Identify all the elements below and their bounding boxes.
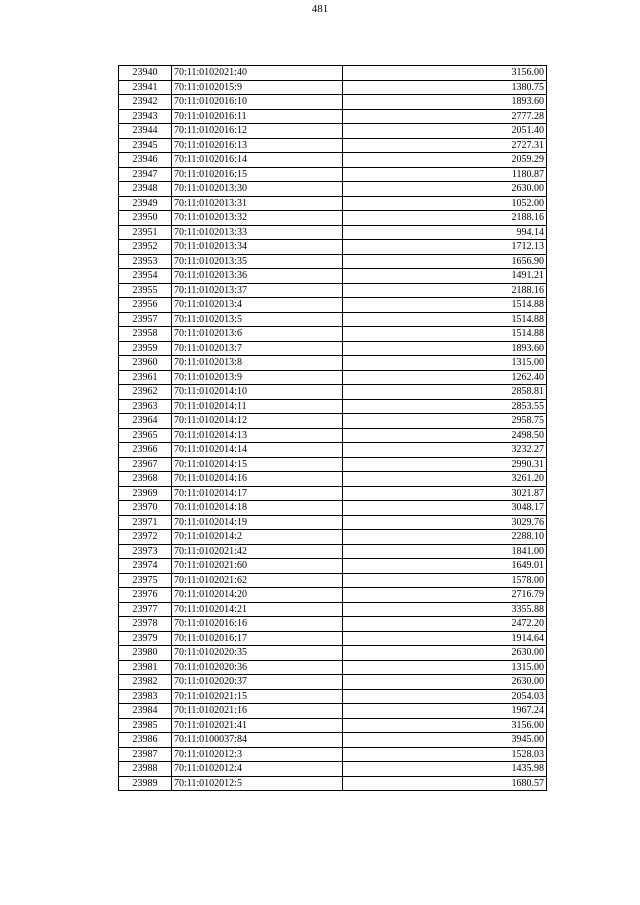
cadastral-number-cell: 70:11:0102020:37 (172, 675, 343, 690)
value-cell: 2188.16 (343, 211, 547, 226)
cadastral-number-cell: 70:11:0102013:31 (172, 196, 343, 211)
row-number-cell: 23948 (119, 182, 172, 197)
value-cell: 2858.81 (343, 385, 547, 400)
cadastral-number-cell: 70:11:0102014:15 (172, 457, 343, 472)
row-number-cell: 23982 (119, 675, 172, 690)
cadastral-number-cell: 70:11:0102013:33 (172, 225, 343, 240)
row-number-cell: 23985 (119, 718, 172, 733)
value-cell: 1841.00 (343, 544, 547, 559)
cadastral-number-cell: 70:11:0102014:14 (172, 443, 343, 458)
row-number-cell: 23951 (119, 225, 172, 240)
cadastral-number-cell: 70:11:0102020:35 (172, 646, 343, 661)
value-cell: 2498.50 (343, 428, 547, 443)
cadastral-number-cell: 70:11:0102014:12 (172, 414, 343, 429)
value-cell: 2630.00 (343, 646, 547, 661)
cadastral-number-cell: 70:11:0102013:6 (172, 327, 343, 342)
row-number-cell: 23956 (119, 298, 172, 313)
cadastral-number-cell: 70:11:0102013:32 (172, 211, 343, 226)
table-row (119, 428, 547, 443)
row-number-cell: 23962 (119, 385, 172, 400)
row-number-cell: 23967 (119, 457, 172, 472)
value-cell: 1180.87 (343, 167, 547, 182)
cadastral-number-cell: 70:11:0102014:17 (172, 486, 343, 501)
row-number-cell: 23946 (119, 153, 172, 168)
cadastral-number-cell: 70:11:0102013:4 (172, 298, 343, 313)
row-number-cell: 23966 (119, 443, 172, 458)
row-number-cell: 23976 (119, 588, 172, 603)
table-row (119, 283, 547, 298)
row-number-cell: 23963 (119, 399, 172, 414)
cadastral-number-cell: 70:11:0102021:15 (172, 689, 343, 704)
row-number-cell: 23945 (119, 138, 172, 153)
row-number-cell: 23970 (119, 501, 172, 516)
row-number-cell: 23965 (119, 428, 172, 443)
cadastral-number-cell: 70:11:0102013:5 (172, 312, 343, 327)
value-cell: 1514.88 (343, 298, 547, 313)
value-cell: 1315.00 (343, 356, 547, 371)
row-number-cell: 23984 (119, 704, 172, 719)
cadastral-number-cell: 70:11:0102020:36 (172, 660, 343, 675)
cadastral-number-cell: 70:11:0102014:2 (172, 530, 343, 545)
cadastral-number-cell: 70:11:0102016:15 (172, 167, 343, 182)
row-number-cell: 23959 (119, 341, 172, 356)
row-number-cell: 23957 (119, 312, 172, 327)
value-cell: 1680.57 (343, 776, 547, 791)
value-cell: 2630.00 (343, 675, 547, 690)
value-cell: 1514.88 (343, 327, 547, 342)
row-number-cell: 23954 (119, 269, 172, 284)
cadastral-number-cell: 70:11:0102014:13 (172, 428, 343, 443)
table-row (119, 211, 547, 226)
row-number-cell: 23975 (119, 573, 172, 588)
value-cell: 1262.40 (343, 370, 547, 385)
table-row (119, 559, 547, 574)
value-cell: 1514.88 (343, 312, 547, 327)
cadastral-number-cell: 70:11:0102012:4 (172, 762, 343, 777)
table-row (119, 124, 547, 139)
cadastral-number-cell: 70:11:0102013:8 (172, 356, 343, 371)
value-cell: 1967.24 (343, 704, 547, 719)
row-number-cell: 23972 (119, 530, 172, 545)
row-number-cell: 23983 (119, 689, 172, 704)
table-row (119, 95, 547, 110)
value-cell: 2288.10 (343, 530, 547, 545)
value-cell: 2188.16 (343, 283, 547, 298)
registry-table (118, 65, 547, 791)
cadastral-number-cell: 70:11:0100037:84 (172, 733, 343, 748)
value-cell: 1893.60 (343, 341, 547, 356)
cadastral-number-cell: 70:11:0102021:60 (172, 559, 343, 574)
cadastral-number-cell: 70:11:0102021:16 (172, 704, 343, 719)
cadastral-number-cell: 70:11:0102013:34 (172, 240, 343, 255)
value-cell: 1578.00 (343, 573, 547, 588)
row-number-cell: 23988 (119, 762, 172, 777)
value-cell: 1528.03 (343, 747, 547, 762)
table-row (119, 153, 547, 168)
table-row (119, 167, 547, 182)
cadastral-number-cell: 70:11:0102013:37 (172, 283, 343, 298)
value-cell: 994.14 (343, 225, 547, 240)
value-cell: 2630.00 (343, 182, 547, 197)
row-number-cell: 23949 (119, 196, 172, 211)
row-number-cell: 23980 (119, 646, 172, 661)
table-row (119, 689, 547, 704)
table-row (119, 196, 547, 211)
value-cell: 3021.87 (343, 486, 547, 501)
cadastral-number-cell: 70:11:0102021:40 (172, 66, 343, 81)
cadastral-number-cell: 70:11:0102013:36 (172, 269, 343, 284)
row-number-cell: 23979 (119, 631, 172, 646)
value-cell: 2051.40 (343, 124, 547, 139)
table-row (119, 515, 547, 530)
table-row (119, 138, 547, 153)
table-row (119, 501, 547, 516)
value-cell: 1380.75 (343, 80, 547, 95)
table-row (119, 66, 547, 81)
row-number-cell: 23941 (119, 80, 172, 95)
table-row (119, 472, 547, 487)
row-number-cell: 23953 (119, 254, 172, 269)
table-row (119, 660, 547, 675)
value-cell: 2059.29 (343, 153, 547, 168)
row-number-cell: 23964 (119, 414, 172, 429)
cadastral-number-cell: 70:11:0102014:21 (172, 602, 343, 617)
value-cell: 3945.00 (343, 733, 547, 748)
cadastral-number-cell: 70:11:0102016:14 (172, 153, 343, 168)
row-number-cell: 23950 (119, 211, 172, 226)
table-row (119, 573, 547, 588)
cadastral-number-cell: 70:11:0102016:17 (172, 631, 343, 646)
table-row (119, 588, 547, 603)
cadastral-number-cell: 70:11:0102016:13 (172, 138, 343, 153)
page-number: 481 (311, 3, 329, 15)
table-row (119, 312, 547, 327)
cadastral-number-cell: 70:11:0102016:11 (172, 109, 343, 124)
value-cell: 3261.20 (343, 472, 547, 487)
cadastral-number-cell: 70:11:0102016:16 (172, 617, 343, 632)
cadastral-number-cell: 70:11:0102014:20 (172, 588, 343, 603)
table-row (119, 182, 547, 197)
row-number-cell: 23960 (119, 356, 172, 371)
cadastral-number-cell: 70:11:0102021:42 (172, 544, 343, 559)
value-cell: 2054.03 (343, 689, 547, 704)
table-row (119, 225, 547, 240)
cadastral-number-cell: 70:11:0102015:9 (172, 80, 343, 95)
value-cell: 2990.31 (343, 457, 547, 472)
table-row (119, 776, 547, 791)
cadastral-number-cell: 70:11:0102016:12 (172, 124, 343, 139)
value-cell: 1712.13 (343, 240, 547, 255)
table-row (119, 443, 547, 458)
value-cell: 3156.00 (343, 718, 547, 733)
row-number-cell: 23986 (119, 733, 172, 748)
value-cell: 1914.64 (343, 631, 547, 646)
row-number-cell: 23989 (119, 776, 172, 791)
value-cell: 2853.55 (343, 399, 547, 414)
cadastral-number-cell: 70:11:0102021:41 (172, 718, 343, 733)
table-row (119, 675, 547, 690)
cadastral-number-cell: 70:11:0102013:9 (172, 370, 343, 385)
table-row (119, 370, 547, 385)
row-number-cell: 23968 (119, 472, 172, 487)
row-number-cell: 23973 (119, 544, 172, 559)
row-number-cell: 23978 (119, 617, 172, 632)
table-row (119, 341, 547, 356)
row-number-cell: 23943 (119, 109, 172, 124)
table-row (119, 327, 547, 342)
cadastral-number-cell: 70:11:0102013:7 (172, 341, 343, 356)
row-number-cell: 23981 (119, 660, 172, 675)
table-row (119, 80, 547, 95)
row-number-cell: 23958 (119, 327, 172, 342)
table-row (119, 414, 547, 429)
cadastral-number-cell: 70:11:0102012:3 (172, 747, 343, 762)
cadastral-number-cell: 70:11:0102014:19 (172, 515, 343, 530)
table-row (119, 602, 547, 617)
value-cell: 1649.01 (343, 559, 547, 574)
row-number-cell: 23961 (119, 370, 172, 385)
cadastral-number-cell: 70:11:0102014:18 (172, 501, 343, 516)
table-row (119, 646, 547, 661)
cadastral-number-cell: 70:11:0102014:16 (172, 472, 343, 487)
table-row (119, 544, 547, 559)
cadastral-number-cell: 70:11:0102013:30 (172, 182, 343, 197)
cadastral-number-cell: 70:11:0102021:62 (172, 573, 343, 588)
table-row (119, 254, 547, 269)
row-number-cell: 23974 (119, 559, 172, 574)
value-cell: 1656.90 (343, 254, 547, 269)
value-cell: 3156.00 (343, 66, 547, 81)
value-cell: 1491.21 (343, 269, 547, 284)
table-row (119, 718, 547, 733)
value-cell: 2958.75 (343, 414, 547, 429)
value-cell: 3029.76 (343, 515, 547, 530)
table-row (119, 385, 547, 400)
value-cell: 2777.28 (343, 109, 547, 124)
cadastral-number-cell: 70:11:0102013:35 (172, 254, 343, 269)
row-number-cell: 23987 (119, 747, 172, 762)
value-cell: 1315.00 (343, 660, 547, 675)
table-row (119, 733, 547, 748)
row-number-cell: 23971 (119, 515, 172, 530)
table-row (119, 240, 547, 255)
table-row (119, 298, 547, 313)
value-cell: 1435.98 (343, 762, 547, 777)
value-cell: 2716.79 (343, 588, 547, 603)
table-row (119, 530, 547, 545)
table-row (119, 109, 547, 124)
table-row (119, 631, 547, 646)
table-body (119, 66, 547, 791)
row-number-cell: 23955 (119, 283, 172, 298)
value-cell: 2472.20 (343, 617, 547, 632)
table-row (119, 486, 547, 501)
value-cell: 1893.60 (343, 95, 547, 110)
row-number-cell: 23952 (119, 240, 172, 255)
value-cell: 3048.17 (343, 501, 547, 516)
cadastral-number-cell: 70:11:0102014:11 (172, 399, 343, 414)
cadastral-number-cell: 70:11:0102014:10 (172, 385, 343, 400)
row-number-cell: 23969 (119, 486, 172, 501)
table-row (119, 747, 547, 762)
value-cell: 1052.00 (343, 196, 547, 211)
table-row (119, 762, 547, 777)
row-number-cell: 23942 (119, 95, 172, 110)
row-number-cell: 23940 (119, 66, 172, 81)
cadastral-number-cell: 70:11:0102016:10 (172, 95, 343, 110)
value-cell: 2727.31 (343, 138, 547, 153)
row-number-cell: 23944 (119, 124, 172, 139)
table-row (119, 704, 547, 719)
cadastral-number-cell: 70:11:0102012:5 (172, 776, 343, 791)
table-row (119, 399, 547, 414)
row-number-cell: 23977 (119, 602, 172, 617)
row-number-cell: 23947 (119, 167, 172, 182)
table-row (119, 269, 547, 284)
table-row (119, 457, 547, 472)
table-row (119, 356, 547, 371)
value-cell: 3232.27 (343, 443, 547, 458)
value-cell: 3355.88 (343, 602, 547, 617)
table-row (119, 617, 547, 632)
